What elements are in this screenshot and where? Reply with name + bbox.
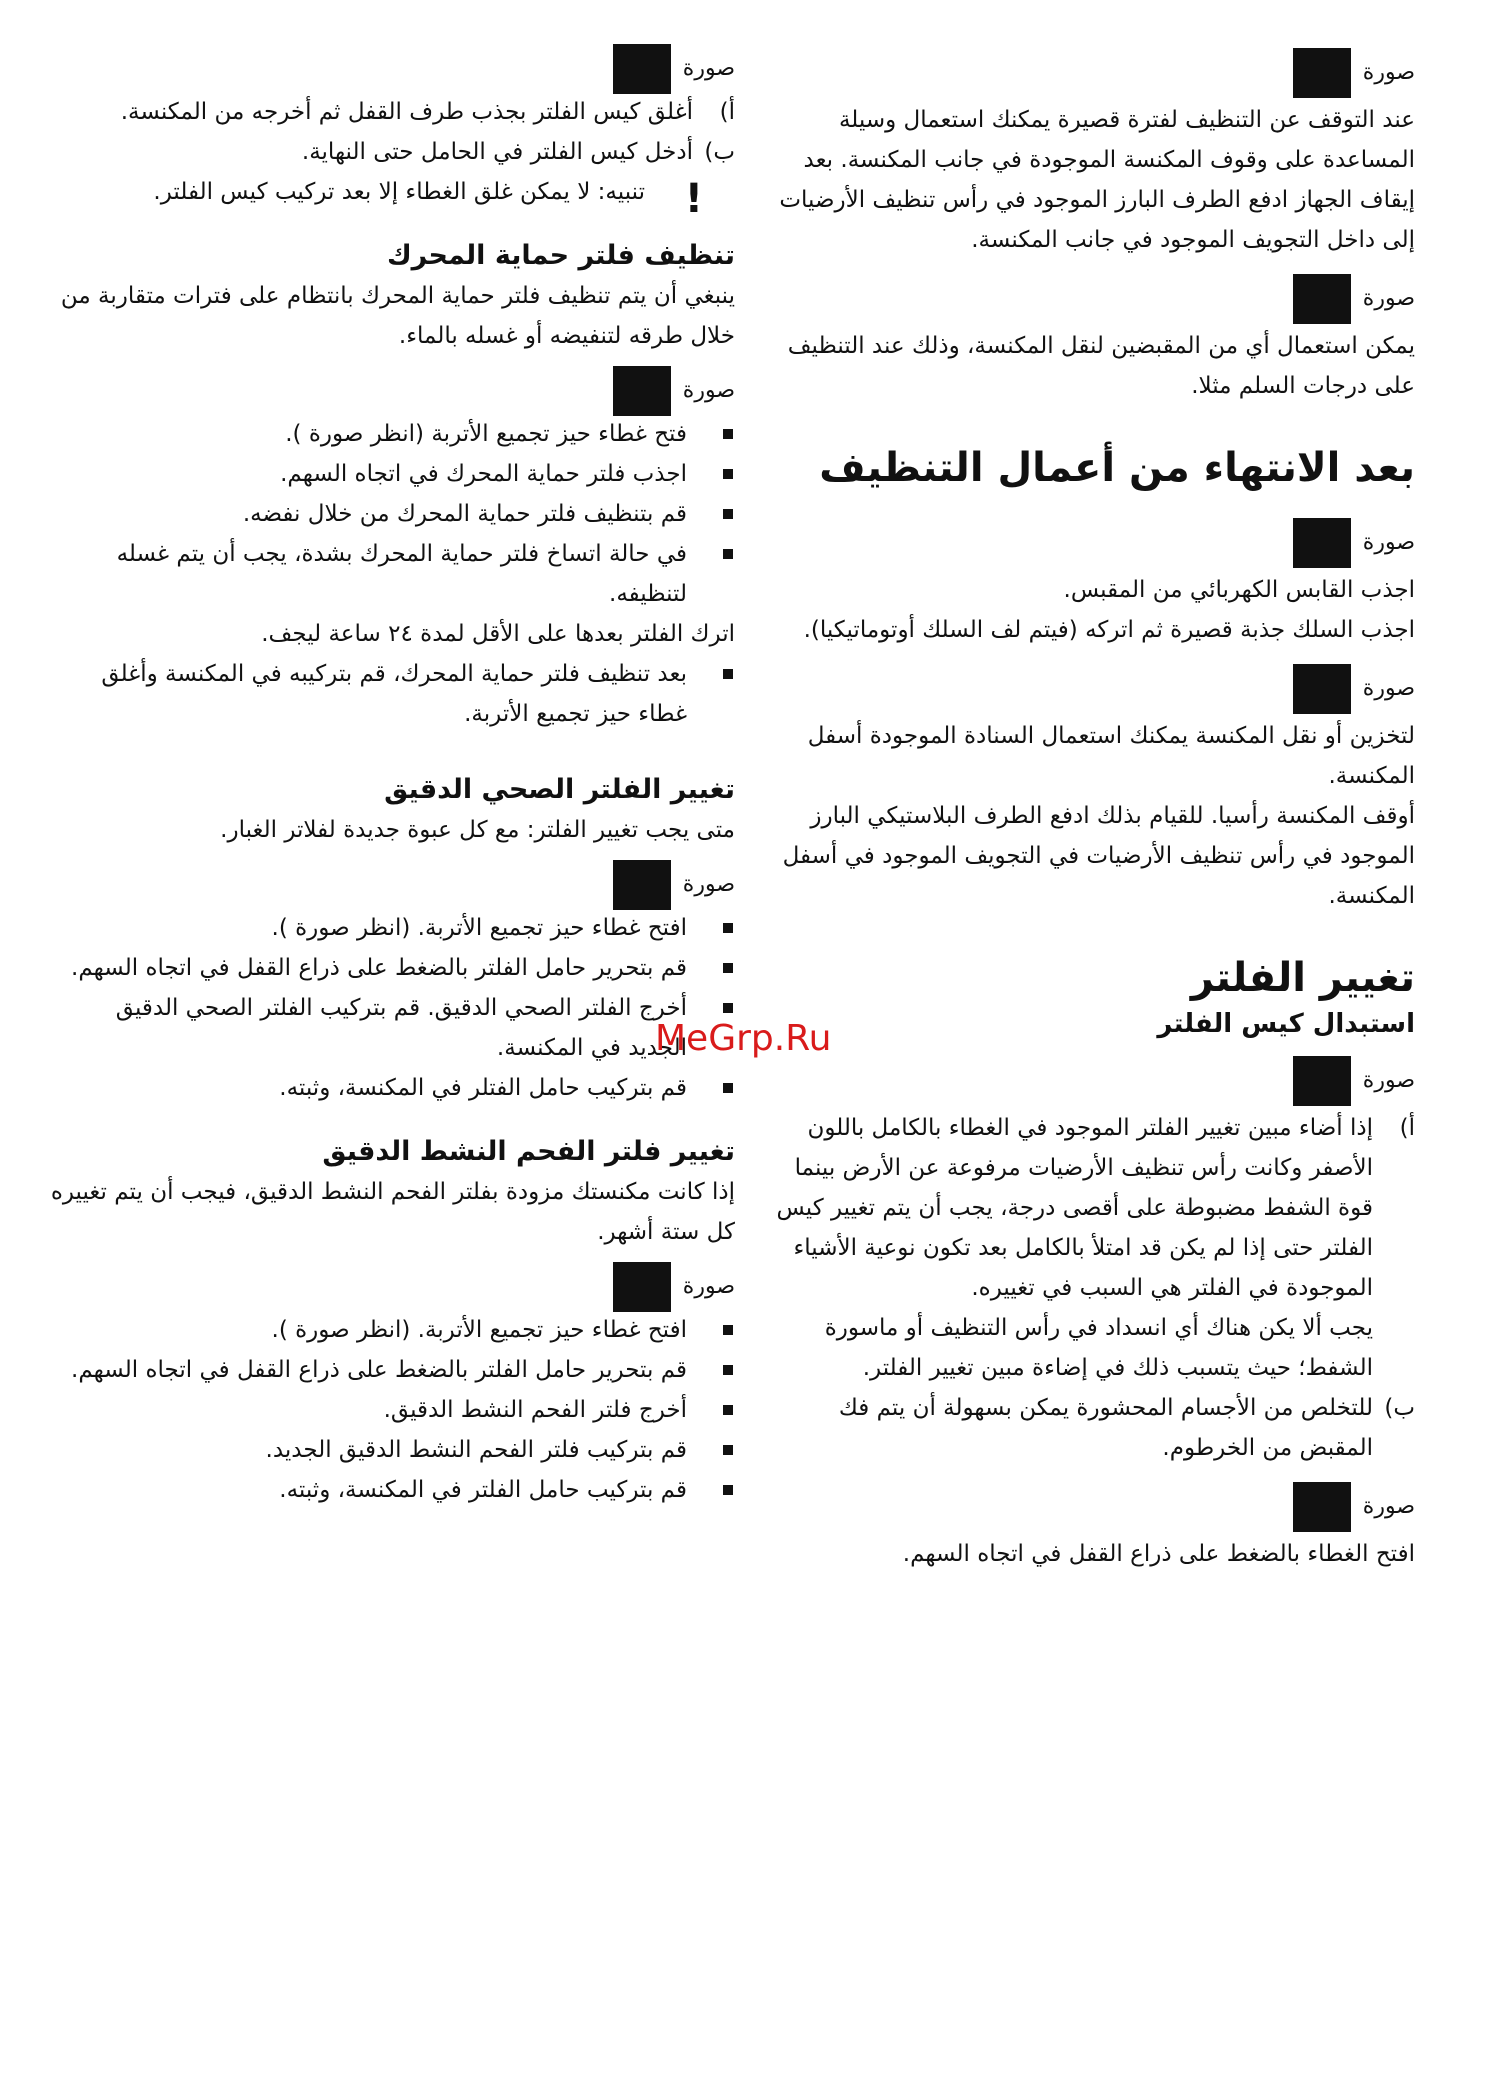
figure-number-box	[1293, 1056, 1351, 1106]
figure-ref	[50, 862, 735, 908]
right-column	[770, 46, 1415, 1574]
list-item	[50, 132, 735, 172]
list-item: اجذب فلتر حماية المحرك في اتجاه السهم.	[50, 454, 735, 494]
section-heading-motor-filter: تنظيف فلتر حماية المحرك	[386, 240, 735, 271]
bullet-list	[50, 908, 735, 1108]
figure-label: صورة	[682, 378, 735, 403]
list-item	[50, 92, 735, 132]
figure-ref	[770, 46, 1415, 100]
lettered-list	[770, 1108, 1415, 1468]
list-item: قم بتركيب فلتر الفحم النشط الدقيق الجديد.	[50, 1430, 735, 1470]
list-item: أخرج فلتر الفحم النشط الدقيق.	[50, 1390, 735, 1430]
paragraph: أدخل كيس الفلتر في الحامل حتى النهاية.	[301, 139, 693, 165]
list-item: فتح غطاء حيز تجميع الأتربة (انظر صورة ).	[50, 414, 735, 454]
figure-ref	[770, 1480, 1415, 1534]
section-heading-change-filter: تغيير الفلتر	[1190, 955, 1415, 1001]
bullet-list	[50, 1310, 735, 1510]
paragraph: افتح الغطاء بالضغط على ذراع القفل في اتجاه السهم.	[902, 1541, 1415, 1567]
warning-icon: !	[684, 176, 703, 222]
figure-label: صورة	[1362, 1068, 1415, 1093]
list-item: اترك الفلتر بعدها على الأقل لمدة ٢٤ ساعة ليجف.	[261, 621, 735, 647]
list-item: افتح غطاء حيز تجميع الأتربة. (انظر صورة ).	[50, 1310, 735, 1350]
section-heading-hepa-filter: تغيير الفلتر الصحي الدقيق	[384, 774, 735, 805]
paragraph: أغلق كيس الفلتر بجذب طرف القفل ثم أخرجه من المكنسة.	[120, 99, 693, 125]
figure-ref	[50, 1264, 735, 1310]
section-heading-after-cleaning: بعد الانتهاء من أعمال التنظيف	[819, 445, 1415, 491]
figure-label: صورة	[682, 872, 735, 897]
note-text: تنبيه: لا يمكن غلق الغطاء إلا بعد تركيب كيس الفلتر.	[153, 179, 645, 205]
figure-label: صورة	[1362, 286, 1415, 311]
list-item: قم بتحرير حامل الفلتر بالضغط على ذراع القفل في اتجاه السهم.	[50, 1350, 735, 1390]
paragraph: متى يجب تغيير الفلتر: مع كل عبوة جديدة لفلاتر الغبار.	[220, 817, 735, 843]
paragraph: لتخزين أو نقل المكنسة يمكنك استعمال السنادة الموجودة أسفل المكنسة.	[807, 723, 1415, 789]
section-heading-carbon-filter: تغيير فلتر الفحم النشط الدقيق	[322, 1136, 735, 1167]
figure-label: صورة	[682, 56, 735, 81]
figure-ref	[770, 272, 1415, 326]
list-item: في حالة اتساخ فلتر حماية المحرك بشدة، يجب أن يتم غسله لتنظيفه.	[50, 534, 735, 614]
figure-label: صورة	[1362, 530, 1415, 555]
warning-note	[50, 172, 735, 222]
list-item: افتح غطاء حيز تجميع الأتربة. (انظر صورة ).	[50, 908, 735, 948]
paragraph: ينبغي أن يتم تنظيف فلتر حماية المحرك بانتظام على فترات متقاربة من خلال طرقه لتنفيضه أو غسله بالماء.	[60, 283, 735, 349]
list-item: بعد تنظيف فلتر حماية المحرك، قم بتركيبه في المكنسة وأغلق غطاء حيز تجميع الأتربة.	[50, 654, 735, 734]
figure-ref	[770, 662, 1415, 716]
lettered-list	[50, 92, 735, 172]
list-item: قم بتركيب حامل الفلتر في المكنسة، وثبته.	[50, 1470, 735, 1510]
figure-number-box	[1293, 1482, 1351, 1532]
paragraph: يجب ألا يكن هناك أي انسداد في رأس التنظيف أو ماسورة الشفط؛ حيث يتسبب ذلك في إضاءة مبين تغيير الفلتر.	[824, 1315, 1373, 1381]
paragraph: إذا كانت مكنستك مزودة بفلتر الفحم النشط الدقيق، فيجب أن يتم تغييره كل ستة أشهر.	[50, 1179, 735, 1245]
figure-label: صورة	[1362, 676, 1415, 701]
figure-ref	[50, 46, 735, 92]
list-item: أخرج الفلتر الصحي الدقيق. قم بتركيب الفلتر الصحي الدقيق الجديد في المكنسة.	[50, 988, 735, 1068]
figure-number-box	[613, 860, 671, 910]
figure-label: صورة	[1362, 60, 1415, 85]
figure-number-box	[613, 366, 671, 416]
figure-ref	[770, 1054, 1415, 1108]
list-marker: ب)	[704, 139, 735, 165]
figure-number-box	[613, 1262, 671, 1312]
watermark: MeGrp.Ru	[655, 1018, 832, 1059]
figure-ref	[50, 368, 735, 414]
list-marker: أ)	[719, 99, 735, 125]
paragraph: اجذب القابس الكهربائي من المقبس.	[1063, 577, 1415, 603]
left-column	[50, 46, 735, 1510]
paragraph: أوقف المكنسة رأسيا. للقيام بذلك ادفع الطرف البلاستيكي البارز الموجود في رأس تنظيف الأرضيات في التجويف الموجود في أسفل المكنسة.	[782, 803, 1415, 909]
list-item: قم بتركيب حامل الفتلر في المكنسة، وثبته.	[50, 1068, 735, 1108]
figure-number-box	[1293, 664, 1351, 714]
list-marker: ب)	[1384, 1395, 1415, 1421]
figure-label: صورة	[1362, 1494, 1415, 1519]
list-marker: أ)	[1399, 1115, 1415, 1141]
figure-number-box	[1293, 518, 1351, 568]
list-item	[770, 1108, 1415, 1388]
figure-label: صورة	[682, 1274, 735, 1299]
figure-number-box	[613, 44, 671, 94]
paragraph: يمكن استعمال أي من المقبضين لنقل المكنسة، وذلك عند التنظيف على درجات السلم مثلا.	[787, 333, 1415, 399]
bullet-list	[50, 414, 735, 734]
list-item	[770, 1388, 1415, 1468]
paragraph: عند التوقف عن التنظيف لفترة قصيرة يمكنك استعمال وسيلة المساعدة على وقوف المكنسة الموجودة في جانب المكنسة. بعد إيقاف الجهاز ادفع الطرف البارز الموجود في رأس تنظيف الأرضيات إلى داخل التجويف الموجود في جانب المكنسة.	[779, 107, 1415, 253]
subheading-replace-bag: استبدال كيس الفلتر	[1157, 1009, 1415, 1039]
paragraph: اجذب السلك جذبة قصيرة ثم اتركه (فيتم لف السلك أوتوماتيكيا).	[803, 617, 1415, 643]
figure-number-box	[1293, 48, 1351, 98]
figure-number-box	[1293, 274, 1351, 324]
figure-ref	[770, 516, 1415, 570]
paragraph: للتخلص من الأجسام المحشورة يمكن بسهولة أن يتم فك المقبض من الخرطوم.	[838, 1395, 1373, 1461]
list-item: قم بتحرير حامل الفلتر بالضغط على ذراع القفل في اتجاه السهم.	[50, 948, 735, 988]
list-item: قم بتنظيف فلتر حماية المحرك من خلال نفضه.	[50, 494, 735, 534]
paragraph: إذا أضاء مبين تغيير الفلتر الموجود في الغطاء بالكامل باللون الأصفر وكانت رأس تنظيف الأرضيات مرفوعة عن الأرض بينما قوة الشفط مضبوطة على أقصى درجة، يجب أن يتم تغيير كيس الفلتر حتى إذا لم يكن قد امتلأ بالكامل بعد تكون نوعية الأشياء الموجودة في الفلتر هي السبب في تغييره.	[776, 1115, 1373, 1301]
